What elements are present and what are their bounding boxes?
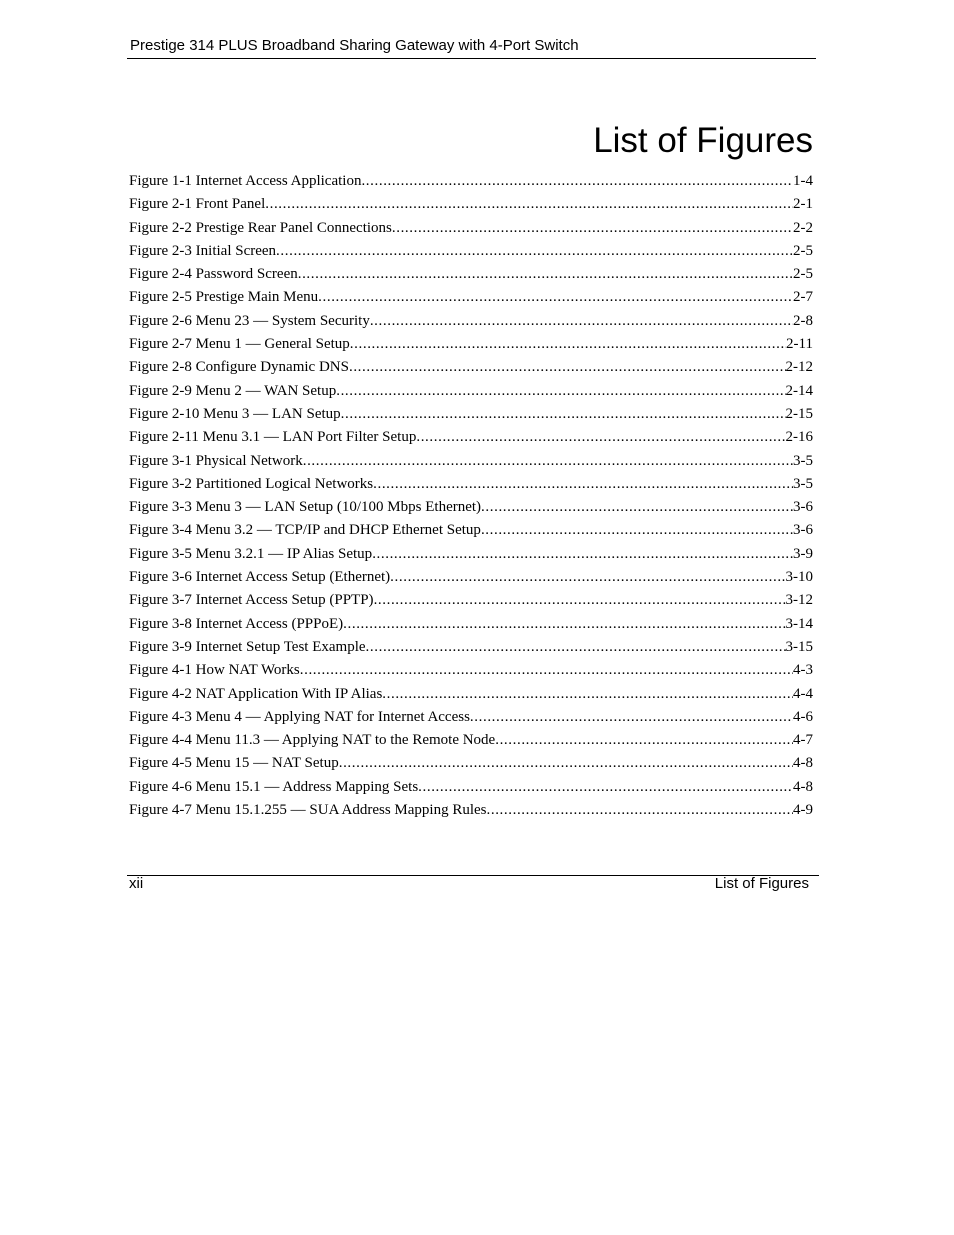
- dot-leader: [298, 263, 793, 286]
- figure-entry[interactable]: [129, 193, 813, 216]
- figure-entry-label: Figure 3-2 Partitioned Logical Networks: [129, 475, 374, 492]
- dot-leader: [392, 217, 793, 240]
- figure-entry[interactable]: [129, 403, 813, 426]
- figure-entry-page: 3-15: [785, 638, 813, 655]
- figure-entry[interactable]: [129, 613, 813, 636]
- figure-entry-page: 2-5: [793, 266, 813, 283]
- figure-entry[interactable]: [129, 683, 813, 706]
- figure-entry-label: Figure 3-9 Internet Setup Test Example: [129, 638, 366, 655]
- figure-entry-label: Figure 2-5 Prestige Main Menu: [129, 289, 319, 306]
- figure-entry-label: Figure 4-3 Menu 4 — Applying NAT for Internet Access: [129, 708, 470, 725]
- figure-entry-label: Figure 3-1 Physical Network: [129, 452, 303, 469]
- figure-entry-page: 2-16: [785, 429, 813, 446]
- figure-entry[interactable]: [129, 217, 813, 240]
- figure-entry-page: 4-6: [793, 708, 813, 725]
- figure-entry-page: 3-14: [785, 615, 813, 632]
- figure-entry-page: 2-7: [793, 289, 813, 306]
- dot-leader: [265, 193, 793, 216]
- dot-leader: [416, 426, 785, 449]
- figure-entry-page: 3-9: [793, 545, 813, 562]
- figure-entry-label: Figure 3-5 Menu 3.2.1 — IP Alias Setup: [129, 545, 373, 562]
- figure-entry-page: 3-12: [785, 592, 813, 609]
- dot-leader: [382, 683, 793, 706]
- figure-entry-label: Figure 3-6 Internet Access Setup (Ethernet): [129, 569, 391, 586]
- dot-leader: [339, 752, 793, 775]
- figure-entry-label: Figure 2-2 Prestige Rear Panel Connections: [129, 219, 392, 236]
- figure-entry[interactable]: [129, 519, 813, 542]
- figure-entry[interactable]: [129, 380, 813, 403]
- dot-leader: [481, 496, 793, 519]
- dot-leader: [350, 333, 786, 356]
- dot-leader: [373, 473, 793, 496]
- dot-leader: [418, 776, 793, 799]
- figure-entry[interactable]: [129, 286, 813, 309]
- dot-leader: [481, 519, 793, 542]
- figure-entry[interactable]: [129, 426, 813, 449]
- figure-entry[interactable]: [129, 356, 813, 379]
- figure-entry-label: Figure 4-1 How NAT Works: [129, 662, 300, 679]
- figure-entry-page: 1-4: [793, 173, 813, 189]
- dot-leader: [487, 799, 794, 822]
- dot-leader: [336, 380, 785, 403]
- figure-entry-label: Figure 4-6 Menu 15.1 — Address Mapping Sets: [129, 778, 419, 795]
- figure-entry-label: Figure 2-1 Front Panel: [129, 196, 266, 213]
- figure-entry[interactable]: [129, 310, 813, 333]
- figure-entry-page: 3-6: [793, 499, 813, 516]
- figure-entry[interactable]: [129, 752, 813, 775]
- figure-entry-page: 3-5: [793, 452, 813, 469]
- figure-entry-label: Figure 3-8 Internet Access (PPPoE): [129, 615, 344, 632]
- figure-entry-label: Figure 2-11 Menu 3.1 — LAN Port Filter Setup: [129, 429, 417, 446]
- figure-entry[interactable]: [129, 240, 813, 263]
- figure-entry-page: 2-1: [793, 196, 813, 213]
- dot-leader: [495, 729, 793, 752]
- figure-entry[interactable]: [129, 799, 813, 822]
- figure-entry[interactable]: [129, 776, 813, 799]
- figure-entry[interactable]: [129, 543, 813, 566]
- figure-entry-label: Figure 2-3 Initial Screen: [129, 242, 277, 259]
- figure-entry-label: Figure 3-7 Internet Access Setup (PPTP): [129, 592, 374, 609]
- figure-entry-page: 3-5: [793, 475, 813, 492]
- figure-entry-page: 4-7: [793, 732, 813, 749]
- figure-entry[interactable]: [129, 170, 813, 193]
- figure-entry-label: Figure 4-4 Menu 11.3 — Applying NAT to the Remote Node: [129, 732, 496, 749]
- figure-entry[interactable]: [129, 659, 813, 682]
- figure-entry-label: Figure 1-1 Internet Access Application: [129, 173, 362, 189]
- figure-entry-label: Figure 4-7 Menu 15.1.255 — SUA Address Mapping Rules: [129, 802, 487, 819]
- figure-entry-label: Figure 3-3 Menu 3 — LAN Setup (10/100 Mbps Ethernet): [129, 499, 482, 516]
- running-header: Prestige 314 PLUS Broadband Sharing Gateway with 4-Port Switch: [130, 37, 579, 54]
- figure-entry[interactable]: [129, 706, 813, 729]
- dot-leader: [390, 566, 785, 589]
- footer-page-number: xii: [129, 875, 144, 892]
- figure-entry-page: 2-12: [785, 359, 813, 376]
- figure-entry-page: 2-11: [786, 336, 813, 353]
- figure-entry-label: Figure 2-8 Configure Dynamic DNS: [129, 359, 349, 376]
- figure-entry-page: 2-14: [785, 382, 813, 399]
- figure-entry-page: 3-6: [793, 522, 813, 539]
- figure-list: [129, 170, 813, 822]
- figure-entry-label: Figure 2-9 Menu 2 — WAN Setup: [129, 382, 337, 399]
- dot-leader: [318, 286, 793, 309]
- footer-section-title: List of Figures: [714, 875, 809, 892]
- dot-leader: [276, 240, 793, 263]
- figure-entry[interactable]: [129, 589, 813, 612]
- dot-leader: [370, 310, 793, 333]
- figure-entry[interactable]: [129, 450, 813, 473]
- dot-leader: [349, 356, 786, 379]
- figure-entry-page: 4-4: [793, 685, 813, 702]
- figure-entry-page: 2-15: [785, 405, 813, 422]
- dot-leader: [470, 706, 793, 729]
- figure-entry-page: 4-9: [793, 802, 813, 819]
- dot-leader: [343, 613, 785, 636]
- figure-entry-label: Figure 3-4 Menu 3.2 — TCP/IP and DHCP Ethernet Setup: [129, 522, 481, 539]
- figure-entry-label: Figure 4-2 NAT Application With IP Alias: [129, 685, 383, 702]
- figure-entry-label: Figure 4-5 Menu 15 — NAT Setup: [129, 755, 339, 772]
- dot-leader: [361, 170, 793, 193]
- figure-entry[interactable]: [129, 263, 813, 286]
- figure-entry-page: 2-5: [793, 242, 813, 259]
- header-rule: [127, 58, 816, 59]
- figure-entry-label: Figure 2-7 Menu 1 — General Setup: [129, 336, 350, 353]
- dot-leader: [300, 659, 793, 682]
- dot-leader: [372, 543, 793, 566]
- figure-entry-label: Figure 2-10 Menu 3 — LAN Setup: [129, 405, 341, 422]
- figure-entry-page: 2-8: [793, 312, 813, 329]
- figure-entry[interactable]: [129, 496, 813, 519]
- figure-entry[interactable]: [129, 333, 813, 356]
- dot-leader: [303, 450, 793, 473]
- page-title: List of Figures: [593, 121, 813, 160]
- figure-entry-label: Figure 2-6 Menu 23 — System Security: [129, 312, 370, 329]
- figure-entry[interactable]: [129, 729, 813, 752]
- figure-entry-page: 3-10: [785, 569, 813, 586]
- dot-leader: [366, 636, 786, 659]
- dot-leader: [374, 589, 786, 612]
- figure-entry[interactable]: [129, 566, 813, 589]
- dot-leader: [341, 403, 786, 426]
- figure-entry-page: 4-8: [793, 755, 813, 772]
- figure-entry-page: 4-3: [793, 662, 813, 679]
- figure-entry[interactable]: [129, 473, 813, 496]
- figure-entry-label: Figure 2-4 Password Screen: [129, 266, 298, 283]
- figure-entry-page: 2-2: [793, 219, 813, 236]
- figure-entry[interactable]: [129, 636, 813, 659]
- figure-entry-page: 4-8: [793, 778, 813, 795]
